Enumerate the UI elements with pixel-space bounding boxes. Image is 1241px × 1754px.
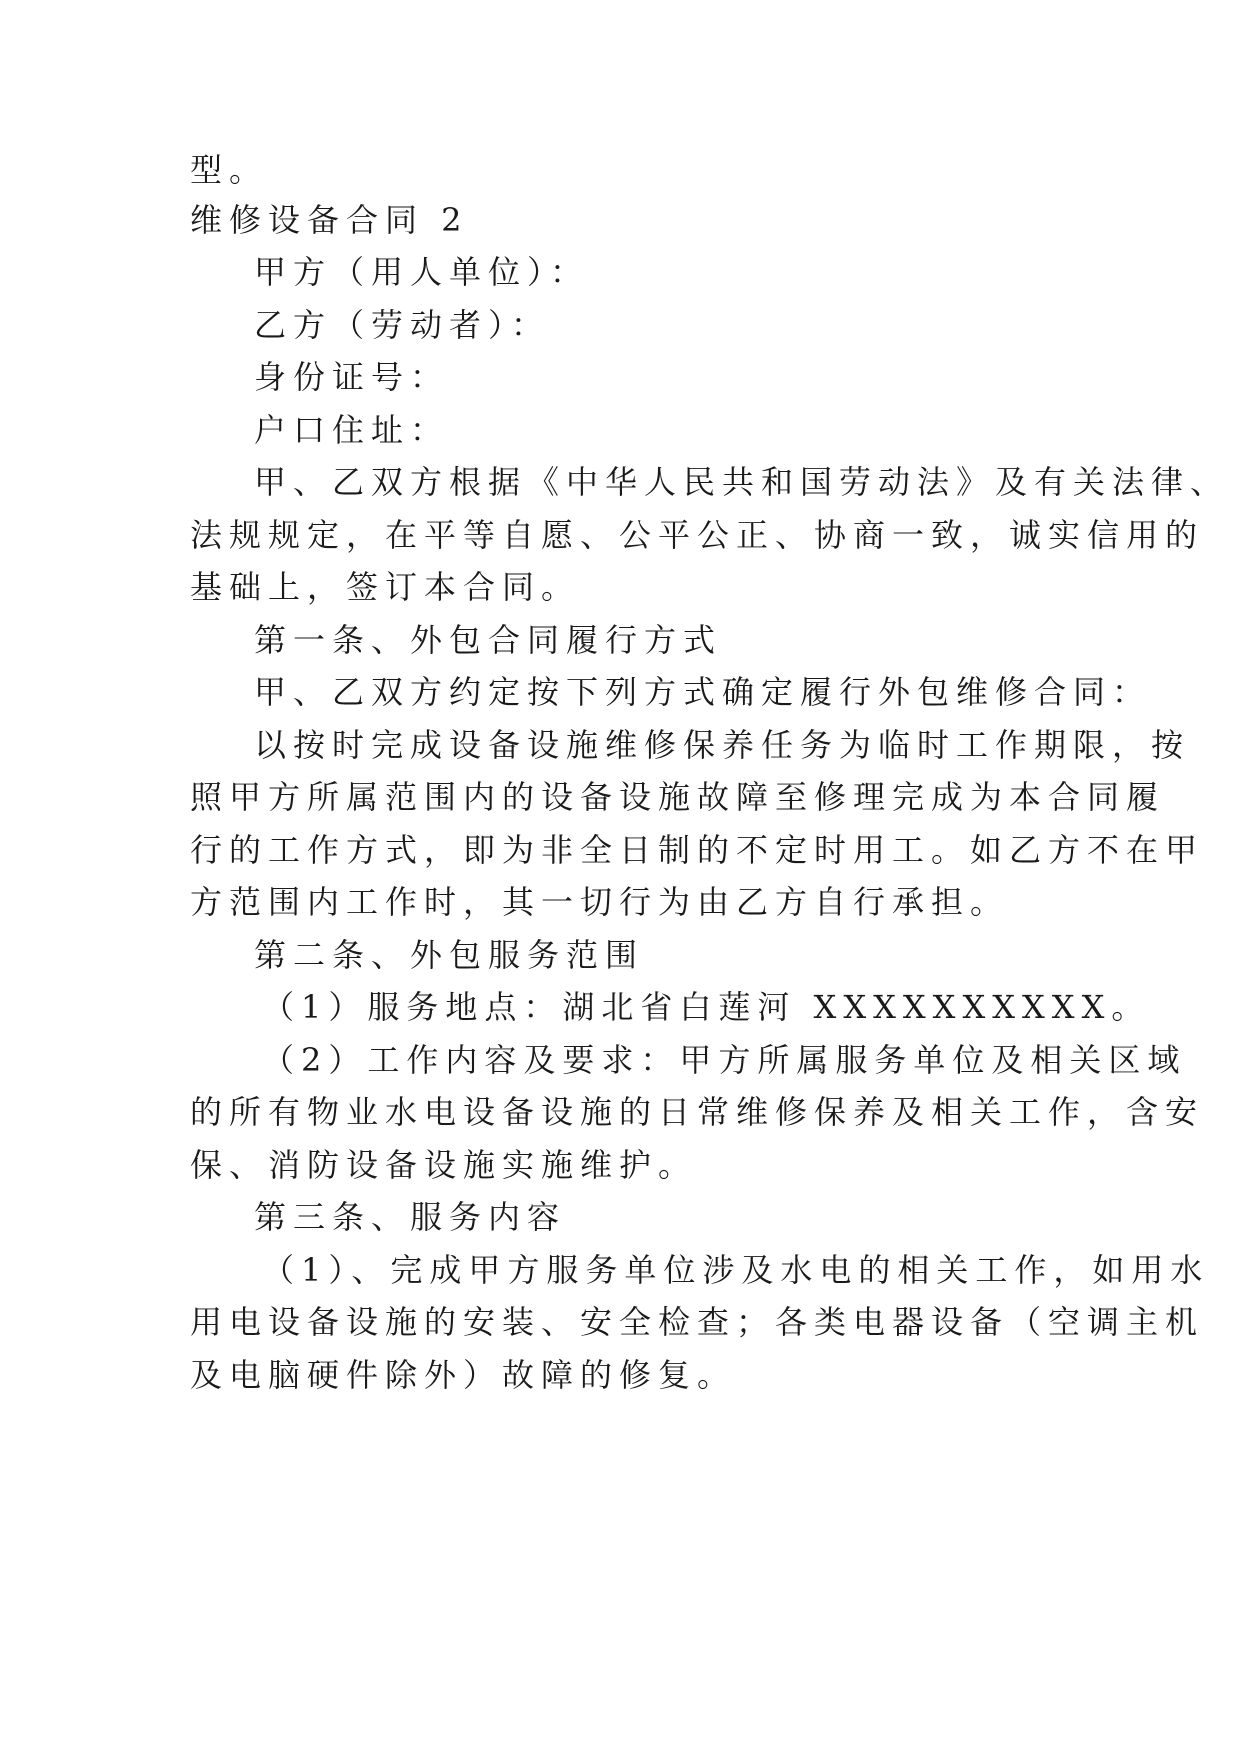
section-title: 维修设备合同 2 (190, 201, 469, 239)
text-line: 用电设备设施的安装、安全检查；各类电器设备（空调主机 (190, 1303, 1205, 1341)
article-heading: 第三条、服务内容 (254, 1198, 567, 1236)
text-line: 行的工作方式，即为非全日制的不定时用工。如乙方不在甲 (190, 831, 1205, 869)
text-line: 以按时完成设备设施维修保养任务为临时工作期限，按 (254, 726, 1191, 764)
party-b-field: 乙方（劳动者）： (254, 306, 551, 344)
text-line: 照甲方所属范围内的设备设施故障至修理完成为本合同履 (190, 778, 1166, 816)
text-line: 的所有物业水电设备设施的日常维修保养及相关工作，含安 (190, 1093, 1205, 1131)
id-number-field: 身份证号： (254, 358, 450, 396)
article-heading: 第二条、外包服务范围 (254, 936, 645, 974)
text-line: 及电脑硬件除外）故障的修复。 (190, 1356, 737, 1394)
text-line: 基础上，签订本合同。 (190, 568, 581, 606)
address-field: 户口住址： (254, 411, 450, 449)
party-a-field: 甲方（用人单位）： (254, 253, 590, 291)
text-line: 甲、乙双方根据《中华人民共和国劳动法》及有关法律、 (254, 463, 1230, 501)
text-line: 甲、乙双方约定按下列方式确定履行外包维修合同： (254, 673, 1152, 711)
text-line: （1）服务地点：湖北省白莲河 XXXXXXXXXX。 (262, 988, 1151, 1026)
text-line: （2）工作内容及要求：甲方所属服务单位及相关区域 (262, 1041, 1187, 1079)
text-line: 法规规定，在平等自愿、公平公正、协商一致，诚实信用的 (190, 516, 1205, 554)
text-line: 保、消防设备设施实施维护。 (190, 1146, 698, 1184)
text-line: 型。 (190, 151, 269, 189)
text-line: 方范围内工作时，其一切行为由乙方自行承担。 (190, 883, 1010, 921)
article-heading: 第一条、外包合同履行方式 (254, 621, 723, 659)
text-line: （1）、完成甲方服务单位涉及水电的相关工作，如用水 (262, 1251, 1210, 1289)
